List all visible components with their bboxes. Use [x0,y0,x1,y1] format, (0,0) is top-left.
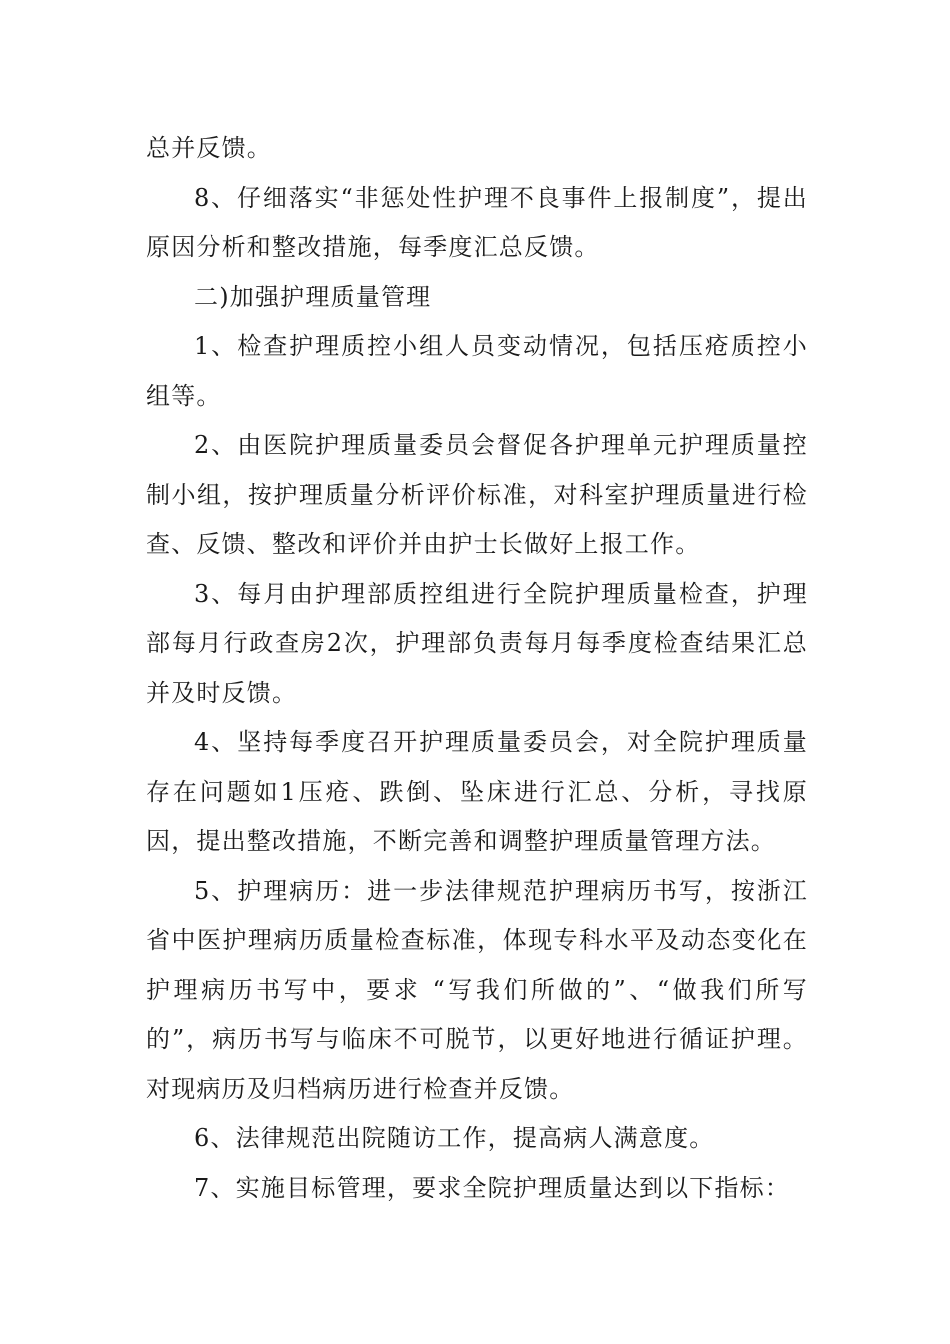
paragraph-item-3: 3、每月由护理部质控组进行全院护理质量检查，护理部每月行政查房2次，护理部负责每月每季度检查结果汇总并及时反馈。 [146,579,808,707]
paragraph-item-7: 7、实施目标管理，要求全院护理质量达到以下指标： [194,1173,791,1202]
section-heading: 二)加强护理质量管理 [194,282,432,311]
paragraph-item-4: 4、坚持每季度召开护理质量委员会，对全院护理质量存在问题如1压疮、跌倒、坠床进行汇总、分析，寻找原因，提出整改措施，不断完善和调整护理质量管理方法。 [146,728,808,855]
paragraph-item-8: 8、仔细落实“非惩处性护理不良事件上报制度”，提出原因分析和整改措施，每季度汇总反馈。 [146,183,808,261]
paragraph-item-2: 2、由医院护理质量委员会督促各护理单元护理质量控制小组，按护理质量分析评价标准，对科室护理质量进行检查、反馈、整改和评价并由护士长做好上报工作。 [146,431,808,558]
paragraph-item-1: 1、检查护理质控小组人员变动情况，包括压疮质控小组等。 [146,332,808,410]
document-body [146,124,808,1213]
paragraph-item-5: 5、护理病历：进一步法律规范护理病历书写，按浙江省中医护理病历质量检查标准，体现专科水平及动态变化在护理病历书写中，要求 “写我们所做的”、“做我们所写的”，病历书写与临床不可脱节，以更好地进行循证护理。对现病历及归档病历进行检查并反馈。 [146,876,808,1103]
paragraph-item-6: 6、法律规范出院随访工作，提高病人满意度。 [194,1124,715,1152]
paragraph-continuation: 总并反馈。 [146,134,272,162]
